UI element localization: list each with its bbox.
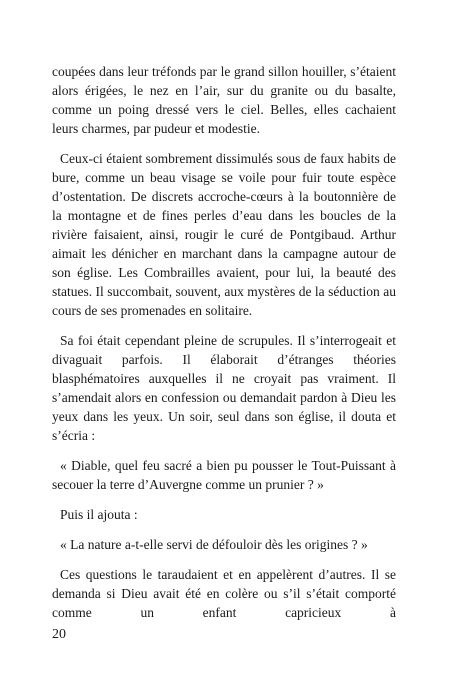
paragraph-4: Puis il ajouta : — [60, 507, 138, 522]
quote-1: « Diable, quel feu sacré a bien pu pousser le Tout-Puissant à secouer la terre d’Auvergne comme un prunier ? » — [52, 458, 396, 492]
paragraph-3: Sa foi était cependant pleine de scrupules. Il s’interrogeait et divaguait parfois. Il élaborait d’étranges théories blasphématoires auxquelles il ne croyait pas vraiment. Il s’amendait alors en confession ou demandait pardon à Dieu les yeux dans les yeux. Un soir, seul dans son église, il douta et s’écria : — [52, 333, 396, 443]
body-text — [52, 62, 396, 633]
paragraph-5: Ces questions le taraudaient et en appelèrent d’autres. Il se demanda si Dieu avait été en colère ou s’il s’était comporté comme un enfant capricieux à — [52, 567, 396, 620]
paragraph-2: Ceux-ci étaient sombrement dissimulés sous de faux habits de bure, comme un beau visage se voile pour fuir toute espèce d’ostentation. De discrets accroche-cœurs à la boutonnière de la montagne et de fines perles d’eau dans les boucles de la rivière faisaient, ainsi, rougir le curé de Pontgibaud. Arthur aimait les dénicher en marchant dans la campagne autour de son église. Les Combrailles avaient, pour lui, la beauté des statues. Il succombait, souvent, aux mystères de la séduction au cours de ses promenades en solitaire. — [52, 151, 396, 318]
page-number: 20 — [52, 627, 66, 642]
quote-2: « La nature a-t-elle servi de défouloir dès les origines ? » — [60, 537, 368, 552]
paragraph-1: coupées dans leur tréfonds par le grand sillon houiller, s’étaient alors érigées, le nez en l’air, sur du granite ou du basalte, comme un poing dressé vers le ciel. Belles, elles cachaient leurs charmes, par pudeur et modestie. — [52, 64, 396, 136]
